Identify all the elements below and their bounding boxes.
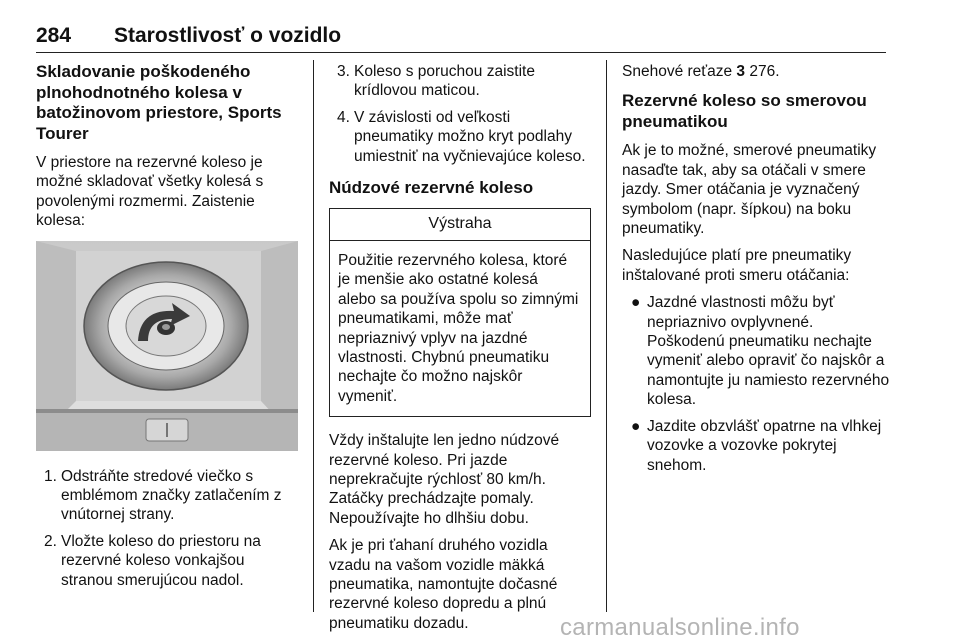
header-rule [36, 52, 886, 53]
page-title: Starostlivosť o vozidlo [114, 24, 342, 47]
column-2 [329, 62, 591, 641]
steps-list-1 [36, 467, 298, 590]
list-item: ● Jazdné vlastnosti môžu byť nepriaznivo ovplyvnené. Poškodenú pneumatiku nechajte vymeniť alebo opraviť čo najskôr a namontujte ju namiesto rezervného kolesa. [631, 294, 890, 409]
list-item: ● Jazdite obzvlášť opatrne na vlhkej vozovke a vozovke pokrytej snehom. [631, 417, 882, 474]
paragraph: Vždy inštalujte len jedno núdzové rezervné koleso. Pri jazde neprekračujte rýchlosť 80 km/h. Zatáčky prechádzajte pomaly. Nepoužívajte ho dlhšiu dobu. [329, 432, 560, 527]
bullet-list [622, 293, 892, 475]
column-3 [622, 62, 892, 482]
cross-reference: Snehové reťaze 3 276. [622, 63, 780, 80]
spare-wheel-illustration [36, 241, 298, 451]
paragraph: Ak je pri ťahaní druhého vozidla vzadu na vašom vozidle mäkká pneumatika, namontujte dočasné rezervné koleso dopredu a plnú pneumatiku dozadu. [329, 537, 558, 632]
section-heading-directional: Rezervné koleso so smerovou pneumatikou [622, 91, 867, 131]
list-item: 2. Vložte koleso do priestoru na rezervné koleso vonkajšou stranou smerujúcou nadol. [44, 532, 261, 589]
bullet-icon: ● [631, 417, 641, 435]
spare-wheel-image [36, 241, 298, 451]
section-heading-storage: Skladovanie poškodeného plnohodnotného kolesa v batožinovom priestore, Sports Tourer [36, 62, 282, 143]
page-header [36, 24, 886, 54]
intro-paragraph: V priestore na rezervné koleso je možné skladovať všetky kolesá s povolenými rozmermi. Zaistenie kolesa: [36, 154, 264, 230]
warning-box [329, 208, 591, 418]
list-item: 4. V závislosti od veľkosti pneumatiky možno kryt podlahy umiestniť na vyčnievajúce koleso. [337, 108, 586, 165]
column-1 [36, 62, 298, 597]
steps-list-2 [329, 62, 591, 166]
bullet-icon: ● [631, 294, 641, 312]
paragraph: Ak je to možné, smerové pneumatiky nasaďte tak, aby sa otáčali v smere jazdy. Smer otáčania je vyznačený symbolom (napr. šípkou) na boku pneumatiky. [622, 142, 877, 238]
warning-body: Použitie rezervného kolesa, ktoré je menšie ako ostatné kolesá alebo sa používa spolu so zimnými pneumatikami, môže mať nepriaznivý vplyv na jazdné vlastnosti. Chybnú pneumatiku nechajte čo možno najskôr vymeniť. [338, 251, 579, 405]
page-number: 284 [36, 24, 72, 47]
column-divider-2 [606, 60, 607, 612]
arrow-ref-icon: 3 [736, 63, 746, 80]
column-divider-1 [313, 60, 314, 612]
list-item: 3. Koleso s poruchou zaistite krídlovou maticou. [337, 63, 535, 100]
section-heading-emergency-spare: Núdzové rezervné koleso [329, 178, 534, 198]
watermark: carmanualsonline.info [560, 614, 800, 641]
warning-title: Výstraha [330, 209, 590, 241]
list-item: 1. Odstráňte stredové viečko s emblémom značky zatlačením z vnútornej strany. [44, 467, 282, 524]
paragraph: Nasledujúce platí pre pneumatiky inštalované proti smeru otáčania: [622, 247, 852, 284]
